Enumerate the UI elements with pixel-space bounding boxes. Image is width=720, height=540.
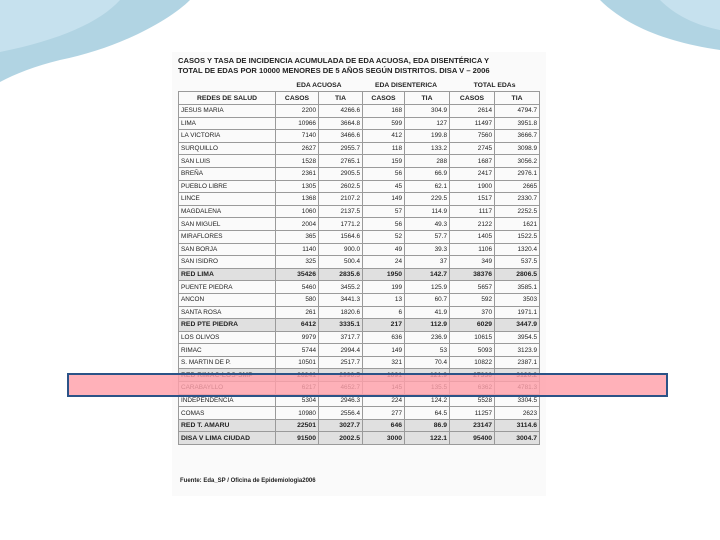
cell-disenterica-tia: 114.9: [405, 205, 450, 218]
cell-total-casos: 2745: [450, 142, 495, 155]
cell-disenterica-casos: 646: [363, 419, 405, 432]
cell-acuosa-casos: 261: [276, 306, 319, 319]
cell-total-tia: 3585.1: [495, 281, 540, 294]
table-title: [178, 56, 544, 76]
cell-district-name: RED PTE PIEDRA: [179, 319, 276, 332]
cell-total-tia: 2665: [495, 180, 540, 193]
cell-acuosa-casos: 2004: [276, 218, 319, 231]
cell-disenterica-tia: 41.9: [405, 306, 450, 319]
table-row: [179, 256, 540, 269]
cell-district-name: RED T. AMARU: [179, 419, 276, 432]
table-row: [179, 331, 540, 344]
cell-disenterica-casos: 199: [363, 281, 405, 294]
cell-disenterica-tia: 66.9: [405, 167, 450, 180]
cell-total-casos: 1517: [450, 193, 495, 206]
table-row: [179, 281, 540, 294]
cell-total-tia: 3503: [495, 293, 540, 306]
cell-district-name: BREÑA: [179, 167, 276, 180]
cell-disenterica-tia: 127: [405, 117, 450, 130]
cell-acuosa-tia: 3027.7: [319, 419, 363, 432]
header-total-casos: CASOS: [450, 92, 495, 105]
cell-district-name: RIMAC: [179, 344, 276, 357]
cell-total-casos: 5093: [450, 344, 495, 357]
cell-total-tia: 1522.5: [495, 230, 540, 243]
cell-acuosa-casos: 5744: [276, 344, 319, 357]
cell-district-name: COMAS: [179, 407, 276, 420]
cell-disenterica-tia: 288: [405, 155, 450, 168]
cell-total-casos: 1405: [450, 230, 495, 243]
cell-disenterica-tia: 125.9: [405, 281, 450, 294]
cell-acuosa-casos: 9979: [276, 331, 319, 344]
table-row: [179, 193, 540, 206]
cell-disenterica-tia: 124.2: [405, 394, 450, 407]
header-disenterica-tia: TIA: [405, 92, 450, 105]
cell-acuosa-casos: 1140: [276, 243, 319, 256]
cell-disenterica-casos: 217: [363, 319, 405, 332]
cell-total-casos: 5528: [450, 394, 495, 407]
table-title-line-1: CASOS Y TASA DE INCIDENCIA ACUMULADA DE EDA ACUOSA, EDA DISENTÉRICA Y: [178, 56, 490, 65]
cell-total-casos: 23147: [450, 419, 495, 432]
table-title-line-2: TOTAL DE EDAS POR 10000 MENORES DE 5 AÑOS SEGÚN DISTRITOS. DISA V – 2006: [178, 66, 490, 75]
cell-disenterica-casos: 599: [363, 117, 405, 130]
cell-district-name: MIRAFLORES: [179, 230, 276, 243]
cell-district-name: JESUS MARIA: [179, 105, 276, 118]
cell-district-name: S. MARTIN DE P.: [179, 356, 276, 369]
cell-disenterica-casos: 24: [363, 256, 405, 269]
cell-disenterica-casos: 277: [363, 407, 405, 420]
cell-disenterica-casos: 1950: [363, 268, 405, 281]
cell-district-name: ANCON: [179, 293, 276, 306]
cell-acuosa-casos: 6412: [276, 319, 319, 332]
cell-total-tia: 2623: [495, 407, 540, 420]
cell-district-name: INDEPENDENCIA: [179, 394, 276, 407]
table-row: [179, 230, 540, 243]
table-row: [179, 167, 540, 180]
cell-total-casos: 5657: [450, 281, 495, 294]
cell-acuosa-tia: 2905.5: [319, 167, 363, 180]
cell-disenterica-tia: 62.1: [405, 180, 450, 193]
cell-disenterica-tia: 236.9: [405, 331, 450, 344]
cell-total-casos: 2614: [450, 105, 495, 118]
cell-total-casos: 1106: [450, 243, 495, 256]
cell-total-tia: 3954.5: [495, 331, 540, 344]
cell-acuosa-casos: 1368: [276, 193, 319, 206]
cell-district-name: PUEBLO LIBRE: [179, 180, 276, 193]
cell-district-name: SAN BORJA: [179, 243, 276, 256]
cell-acuosa-casos: 1305: [276, 180, 319, 193]
table-row: [179, 105, 540, 118]
cell-disenterica-tia: 57.7: [405, 230, 450, 243]
cell-acuosa-tia: 3717.7: [319, 331, 363, 344]
cell-total-tia: 1320.4: [495, 243, 540, 256]
cell-disenterica-casos: 13: [363, 293, 405, 306]
cell-total-casos: 7560: [450, 130, 495, 143]
cell-total-tia: 1971.1: [495, 306, 540, 319]
cell-disenterica-tia: 122.1: [405, 432, 450, 445]
cell-disenterica-tia: 229.5: [405, 193, 450, 206]
cell-acuosa-tia: 2002.5: [319, 432, 363, 445]
cell-district-name: DISA V LIMA CIUDAD: [179, 432, 276, 445]
cell-acuosa-tia: 2946.3: [319, 394, 363, 407]
header-total-edas: TOTAL EDAs: [473, 81, 516, 89]
cell-total-tia: 537.5: [495, 256, 540, 269]
cell-total-tia: 3123.9: [495, 344, 540, 357]
cell-disenterica-tia: 86.9: [405, 419, 450, 432]
cell-acuosa-tia: 2107.2: [319, 193, 363, 206]
cell-disenterica-casos: 49: [363, 243, 405, 256]
cell-acuosa-tia: 4266.6: [319, 105, 363, 118]
cell-total-tia: 3447.9: [495, 319, 540, 332]
cell-disenterica-casos: 6: [363, 306, 405, 319]
cell-disenterica-casos: 321: [363, 356, 405, 369]
cell-total-casos: 95400: [450, 432, 495, 445]
cell-total-casos: 370: [450, 306, 495, 319]
cell-disenterica-tia: 70.4: [405, 356, 450, 369]
table-subtotal-row: [179, 268, 540, 281]
cell-acuosa-casos: 35426: [276, 268, 319, 281]
table-row: [179, 130, 540, 143]
cell-acuosa-tia: 2955.7: [319, 142, 363, 155]
table-group-header-row: [179, 79, 540, 92]
cell-total-tia: 3004.7: [495, 432, 540, 445]
table-subtotal-row: [179, 419, 540, 432]
cell-total-tia: 3114.6: [495, 419, 540, 432]
cell-total-casos: 10615: [450, 331, 495, 344]
cell-disenterica-tia: 142.7: [405, 268, 450, 281]
cell-acuosa-tia: 3455.2: [319, 281, 363, 294]
cell-acuosa-tia: 3466.6: [319, 130, 363, 143]
table-row: [179, 180, 540, 193]
cell-total-casos: 6029: [450, 319, 495, 332]
header-eda-acuosa: EDA ACUOSA: [296, 81, 342, 89]
cell-disenterica-tia: 133.2: [405, 142, 450, 155]
cell-disenterica-casos: 636: [363, 331, 405, 344]
cell-total-casos: 1900: [450, 180, 495, 193]
table-source-note: Fuente: Eda_SP / Oficina de Epidemiologia2006: [180, 478, 316, 484]
cell-acuosa-tia: 3441.3: [319, 293, 363, 306]
cell-total-casos: 1117: [450, 205, 495, 218]
cell-total-casos: 10822: [450, 356, 495, 369]
table-row: [179, 293, 540, 306]
cell-total-tia: 4794.7: [495, 105, 540, 118]
table-row: [179, 218, 540, 231]
cell-total-casos: 38376: [450, 268, 495, 281]
cell-disenterica-casos: 3000: [363, 432, 405, 445]
cell-disenterica-casos: 45: [363, 180, 405, 193]
cell-total-casos: 2417: [450, 167, 495, 180]
cell-disenterica-casos: 56: [363, 218, 405, 231]
cell-acuosa-casos: 91500: [276, 432, 319, 445]
cell-acuosa-tia: 2517.7: [319, 356, 363, 369]
cell-district-name: SURQUILLO: [179, 142, 276, 155]
cell-acuosa-casos: 5460: [276, 281, 319, 294]
cell-disenterica-tia: 60.7: [405, 293, 450, 306]
cell-disenterica-tia: 49.3: [405, 218, 450, 231]
cell-acuosa-tia: 3664.8: [319, 117, 363, 130]
cell-acuosa-tia: 1564.6: [319, 230, 363, 243]
cell-acuosa-tia: 1820.6: [319, 306, 363, 319]
cell-total-tia: 1621: [495, 218, 540, 231]
cell-total-casos: 2122: [450, 218, 495, 231]
cell-acuosa-casos: 5304: [276, 394, 319, 407]
cell-total-tia: 2252.5: [495, 205, 540, 218]
cell-acuosa-casos: 22501: [276, 419, 319, 432]
cell-disenterica-tia: 199.8: [405, 130, 450, 143]
cell-acuosa-tia: 2137.5: [319, 205, 363, 218]
cell-total-tia: 2330.7: [495, 193, 540, 206]
table-subheader-row: [179, 92, 540, 105]
cell-district-name: LA VICTORIA: [179, 130, 276, 143]
cell-district-name: SANTA ROSA: [179, 306, 276, 319]
cell-acuosa-casos: 325: [276, 256, 319, 269]
cell-disenterica-casos: 149: [363, 193, 405, 206]
cell-disenterica-tia: 37: [405, 256, 450, 269]
cell-acuosa-tia: 2835.6: [319, 268, 363, 281]
cell-disenterica-casos: 159: [363, 155, 405, 168]
header-eda-disenterica: EDA DISENTERICA: [374, 81, 438, 89]
cell-disenterica-casos: 118: [363, 142, 405, 155]
cell-district-name: SAN MIGUEL: [179, 218, 276, 231]
cell-acuosa-casos: 2200: [276, 105, 319, 118]
cell-acuosa-tia: 3335.1: [319, 319, 363, 332]
cell-acuosa-tia: 1771.2: [319, 218, 363, 231]
cell-disenterica-casos: 224: [363, 394, 405, 407]
table-subtotal-row: [179, 432, 540, 445]
cell-disenterica-casos: 412: [363, 130, 405, 143]
cell-acuosa-tia: 2765.1: [319, 155, 363, 168]
table-row: [179, 205, 540, 218]
cell-total-tia: 2387.1: [495, 356, 540, 369]
cell-disenterica-tia: 112.9: [405, 319, 450, 332]
cell-acuosa-casos: 2627: [276, 142, 319, 155]
cell-acuosa-tia: 2994.4: [319, 344, 363, 357]
cell-disenterica-tia: 53: [405, 344, 450, 357]
header-disenterica-casos: CASOS: [363, 92, 405, 105]
cell-acuosa-casos: 365: [276, 230, 319, 243]
cell-total-tia: 3951.8: [495, 117, 540, 130]
table-row: [179, 344, 540, 357]
cell-district-name: LINCE: [179, 193, 276, 206]
cell-total-casos: 11497: [450, 117, 495, 130]
header-redes-de-salud: REDES DE SALUD: [179, 92, 276, 105]
table-row: [179, 117, 540, 130]
cell-acuosa-casos: 10966: [276, 117, 319, 130]
cell-acuosa-tia: 500.4: [319, 256, 363, 269]
cell-acuosa-casos: 2361: [276, 167, 319, 180]
cell-district-name: RED LIMA: [179, 268, 276, 281]
cell-total-tia: 2806.5: [495, 268, 540, 281]
cell-disenterica-tia: 64.5: [405, 407, 450, 420]
cell-acuosa-casos: 1060: [276, 205, 319, 218]
cell-acuosa-tia: 2556.4: [319, 407, 363, 420]
cell-acuosa-casos: 10501: [276, 356, 319, 369]
table-row: [179, 407, 540, 420]
cell-total-casos: 349: [450, 256, 495, 269]
cell-district-name: LIMA: [179, 117, 276, 130]
cell-district-name: SAN ISIDRO: [179, 256, 276, 269]
table-row: [179, 155, 540, 168]
cell-disenterica-casos: 56: [363, 167, 405, 180]
highlight-box-s-martin-de-p: [67, 373, 668, 397]
cell-acuosa-casos: 580: [276, 293, 319, 306]
cell-total-casos: 592: [450, 293, 495, 306]
cell-disenterica-casos: 168: [363, 105, 405, 118]
cell-total-casos: 1687: [450, 155, 495, 168]
cell-total-tia: 2976.1: [495, 167, 540, 180]
table-subtotal-row: [179, 319, 540, 332]
cell-total-tia: 3056.2: [495, 155, 540, 168]
cell-acuosa-casos: 10980: [276, 407, 319, 420]
table-row: [179, 243, 540, 256]
cell-acuosa-tia: 2602.5: [319, 180, 363, 193]
cell-total-tia: 3098.9: [495, 142, 540, 155]
cell-acuosa-casos: 1528: [276, 155, 319, 168]
cell-acuosa-tia: 900.0: [319, 243, 363, 256]
header-redes-spacer: [179, 79, 276, 92]
cell-disenterica-tia: 304.9: [405, 105, 450, 118]
table-row: [179, 356, 540, 369]
cell-disenterica-casos: 149: [363, 344, 405, 357]
cell-district-name: LOS OLIVOS: [179, 331, 276, 344]
table-row: [179, 306, 540, 319]
cell-acuosa-casos: 7140: [276, 130, 319, 143]
cell-disenterica-casos: 52: [363, 230, 405, 243]
cell-district-name: SAN LUIS: [179, 155, 276, 168]
cell-total-casos: 11257: [450, 407, 495, 420]
cell-disenterica-casos: 57: [363, 205, 405, 218]
cell-disenterica-tia: 39.3: [405, 243, 450, 256]
cell-district-name: PUENTE PIEDRA: [179, 281, 276, 294]
cell-total-tia: 3666.7: [495, 130, 540, 143]
cell-total-tia: 3304.5: [495, 394, 540, 407]
table-row: [179, 142, 540, 155]
header-total-tia: TIA: [495, 92, 540, 105]
header-acuosa-casos: CASOS: [276, 92, 319, 105]
header-acuosa-tia: TIA: [319, 92, 363, 105]
cell-district-name: MAGDALENA: [179, 205, 276, 218]
